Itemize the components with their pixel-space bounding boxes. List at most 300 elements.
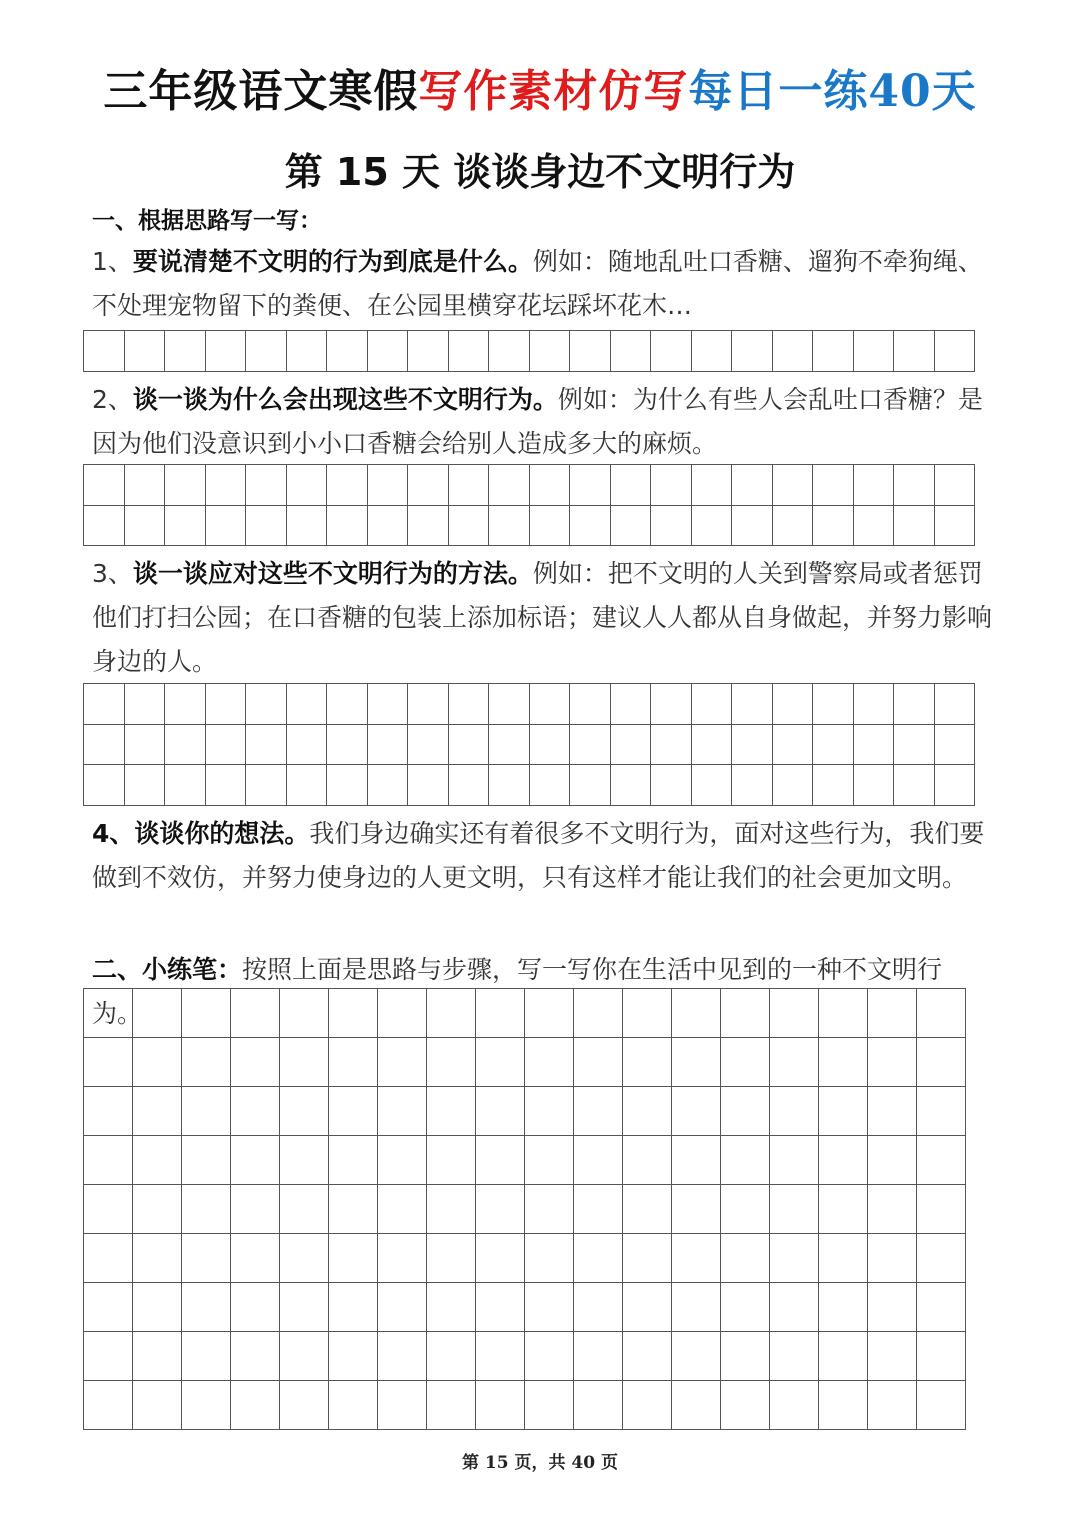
grid-cell[interactable] [868,1381,917,1430]
grid-cell[interactable] [489,765,530,806]
grid-cell[interactable] [182,1185,231,1234]
grid-cell[interactable] [427,1332,476,1381]
grid-cell[interactable] [182,1136,231,1185]
grid-cell[interactable] [427,1283,476,1332]
grid-cell[interactable] [574,1185,623,1234]
grid-cell[interactable] [651,331,692,372]
grid-cell[interactable] [721,1087,770,1136]
grid-cell[interactable] [934,465,975,506]
grid-cell[interactable] [124,331,165,372]
grid-cell[interactable] [651,765,692,806]
grid-cell[interactable] [610,724,651,765]
grid-cell[interactable] [165,505,206,546]
grid-cell[interactable] [205,724,246,765]
grid-cell[interactable] [894,505,935,546]
grid-cell[interactable] [182,1087,231,1136]
grid-cell[interactable] [246,331,287,372]
practice-writing-grid[interactable] [83,988,966,1430]
grid-cell[interactable] [280,1381,329,1430]
grid-cell[interactable] [623,989,672,1038]
grid-cell[interactable] [280,1185,329,1234]
grid-cell[interactable] [165,465,206,506]
grid-cell[interactable] [205,465,246,506]
grid-cell[interactable] [868,1087,917,1136]
grid-cell[interactable] [570,724,611,765]
grid-cell[interactable] [813,765,854,806]
grid-cell[interactable] [286,684,327,725]
grid-cell[interactable] [133,1234,182,1283]
grid-cell[interactable] [231,989,280,1038]
grid-cell[interactable] [917,1038,966,1087]
grid-cell[interactable] [124,684,165,725]
grid-cell[interactable] [329,1185,378,1234]
grid-cell[interactable] [732,331,773,372]
grid-cell[interactable] [813,465,854,506]
grid-cell[interactable] [732,684,773,725]
grid-cell[interactable] [427,1185,476,1234]
grid-cell[interactable] [84,684,125,725]
grid-cell[interactable] [672,1332,721,1381]
grid-cell[interactable] [529,765,570,806]
grid-cell[interactable] [124,765,165,806]
grid-cell[interactable] [732,765,773,806]
grid-cell[interactable] [934,505,975,546]
grid-cell[interactable] [84,1381,133,1430]
grid-cell[interactable] [448,331,489,372]
grid-cell[interactable] [529,684,570,725]
grid-cell[interactable] [574,1087,623,1136]
grid-cell[interactable] [327,765,368,806]
grid-cell[interactable] [246,684,287,725]
grid-cell[interactable] [623,1136,672,1185]
grid-cell[interactable] [182,989,231,1038]
grid-cell[interactable] [691,465,732,506]
grid-cell[interactable] [231,1038,280,1087]
grid-cell[interactable] [327,724,368,765]
grid-cell[interactable] [853,724,894,765]
grid-cell[interactable] [672,1038,721,1087]
grid-cell[interactable] [894,765,935,806]
grid-cell[interactable] [813,505,854,546]
grid-cell[interactable] [280,1136,329,1185]
grid-cell[interactable] [770,1234,819,1283]
grid-cell[interactable] [205,765,246,806]
grid-cell[interactable] [165,724,206,765]
grid-cell[interactable] [672,1185,721,1234]
grid-cell[interactable] [427,1136,476,1185]
grid-cell[interactable] [427,1381,476,1430]
grid-cell[interactable] [934,684,975,725]
grid-cell[interactable] [133,989,182,1038]
grid-cell[interactable] [489,331,530,372]
grid-cell[interactable] [378,1234,427,1283]
grid-cell[interactable] [525,1234,574,1283]
grid-cell[interactable] [525,989,574,1038]
grid-cell[interactable] [329,1087,378,1136]
grid-cell[interactable] [329,1332,378,1381]
grid-cell[interactable] [408,505,449,546]
grid-cell[interactable] [934,331,975,372]
grid-cell[interactable] [570,331,611,372]
grid-cell[interactable] [327,465,368,506]
grid-cell[interactable] [84,505,125,546]
grid-cell[interactable] [770,989,819,1038]
grid-cell[interactable] [672,1381,721,1430]
grid-cell[interactable] [489,505,530,546]
item-3-writing-grid[interactable] [83,683,975,806]
grid-cell[interactable] [623,1332,672,1381]
grid-cell[interactable] [525,1136,574,1185]
grid-cell[interactable] [84,1038,133,1087]
grid-cell[interactable] [525,1087,574,1136]
grid-cell[interactable] [772,765,813,806]
grid-cell[interactable] [610,465,651,506]
grid-cell[interactable] [732,724,773,765]
grid-cell[interactable] [623,1283,672,1332]
grid-cell[interactable] [427,1038,476,1087]
grid-cell[interactable] [280,1087,329,1136]
grid-cell[interactable] [367,765,408,806]
grid-cell[interactable] [672,1234,721,1283]
grid-cell[interactable] [732,505,773,546]
grid-cell[interactable] [408,684,449,725]
grid-cell[interactable] [84,765,125,806]
grid-cell[interactable] [476,1381,525,1430]
grid-cell[interactable] [205,684,246,725]
grid-cell[interactable] [651,505,692,546]
grid-cell[interactable] [378,1185,427,1234]
grid-cell[interactable] [124,505,165,546]
grid-cell[interactable] [286,724,327,765]
grid-cell[interactable] [476,1136,525,1185]
grid-cell[interactable] [329,1381,378,1430]
grid-cell[interactable] [378,1332,427,1381]
grid-cell[interactable] [772,465,813,506]
grid-cell[interactable] [231,1332,280,1381]
grid-cell[interactable] [182,1381,231,1430]
grid-cell[interactable] [819,989,868,1038]
grid-cell[interactable] [476,1234,525,1283]
grid-cell[interactable] [367,684,408,725]
grid-cell[interactable] [84,989,133,1038]
grid-cell[interactable] [367,505,408,546]
grid-cell[interactable] [525,1332,574,1381]
grid-cell[interactable] [672,1087,721,1136]
grid-cell[interactable] [231,1185,280,1234]
grid-cell[interactable] [329,1283,378,1332]
grid-cell[interactable] [378,1087,427,1136]
item-1-writing-grid[interactable] [83,330,975,372]
grid-cell[interactable] [894,331,935,372]
grid-cell[interactable] [529,724,570,765]
grid-cell[interactable] [853,465,894,506]
grid-cell[interactable] [182,1332,231,1381]
grid-cell[interactable] [231,1234,280,1283]
grid-cell[interactable] [770,1038,819,1087]
grid-cell[interactable] [770,1185,819,1234]
grid-cell[interactable] [721,1038,770,1087]
grid-cell[interactable] [525,1185,574,1234]
grid-cell[interactable] [280,989,329,1038]
grid-cell[interactable] [672,989,721,1038]
grid-cell[interactable] [623,1038,672,1087]
grid-cell[interactable] [529,331,570,372]
grid-cell[interactable] [231,1381,280,1430]
grid-cell[interactable] [691,684,732,725]
grid-cell[interactable] [868,989,917,1038]
grid-cell[interactable] [367,331,408,372]
grid-cell[interactable] [917,1283,966,1332]
grid-cell[interactable] [476,1038,525,1087]
grid-cell[interactable] [917,1381,966,1430]
grid-cell[interactable] [721,989,770,1038]
grid-cell[interactable] [329,1038,378,1087]
grid-cell[interactable] [246,724,287,765]
grid-cell[interactable] [246,505,287,546]
grid-cell[interactable] [327,331,368,372]
grid-cell[interactable] [770,1381,819,1430]
grid-cell[interactable] [280,1038,329,1087]
grid-cell[interactable] [286,765,327,806]
grid-cell[interactable] [868,1185,917,1234]
grid-cell[interactable] [133,1283,182,1332]
grid-cell[interactable] [408,465,449,506]
grid-cell[interactable] [917,1087,966,1136]
grid-cell[interactable] [868,1332,917,1381]
grid-cell[interactable] [489,684,530,725]
grid-cell[interactable] [525,1381,574,1430]
grid-cell[interactable] [623,1381,672,1430]
grid-cell[interactable] [448,724,489,765]
grid-cell[interactable] [651,724,692,765]
grid-cell[interactable] [772,684,813,725]
grid-cell[interactable] [672,1283,721,1332]
grid-cell[interactable] [378,989,427,1038]
grid-cell[interactable] [529,465,570,506]
grid-cell[interactable] [772,331,813,372]
grid-cell[interactable] [280,1234,329,1283]
grid-cell[interactable] [610,684,651,725]
grid-cell[interactable] [525,1283,574,1332]
grid-cell[interactable] [819,1332,868,1381]
grid-cell[interactable] [732,465,773,506]
grid-cell[interactable] [691,331,732,372]
grid-cell[interactable] [231,1283,280,1332]
grid-cell[interactable] [329,989,378,1038]
grid-cell[interactable] [691,765,732,806]
grid-cell[interactable] [427,1234,476,1283]
grid-cell[interactable] [133,1136,182,1185]
grid-cell[interactable] [770,1283,819,1332]
grid-cell[interactable] [819,1234,868,1283]
grid-cell[interactable] [367,465,408,506]
grid-cell[interactable] [819,1283,868,1332]
grid-cell[interactable] [721,1332,770,1381]
grid-cell[interactable] [133,1381,182,1430]
grid-cell[interactable] [286,331,327,372]
grid-cell[interactable] [651,684,692,725]
grid-cell[interactable] [280,1283,329,1332]
grid-cell[interactable] [819,1087,868,1136]
grid-cell[interactable] [84,1234,133,1283]
grid-row [84,1185,966,1234]
grid-cell[interactable] [329,1136,378,1185]
grid-cell[interactable] [246,465,287,506]
grid-cell[interactable] [84,465,125,506]
grid-cell[interactable] [868,1234,917,1283]
grid-cell[interactable] [408,765,449,806]
grid-cell[interactable] [529,505,570,546]
grid-cell[interactable] [367,724,408,765]
grid-cell[interactable] [448,465,489,506]
grid-cell[interactable] [853,505,894,546]
grid-cell[interactable] [813,724,854,765]
grid-cell[interactable] [476,989,525,1038]
grid-cell[interactable] [84,1136,133,1185]
grid-cell[interactable] [721,1136,770,1185]
grid-cell[interactable] [84,1332,133,1381]
grid-cell[interactable] [574,1381,623,1430]
grid-cell[interactable] [623,1185,672,1234]
grid-cell[interactable] [286,465,327,506]
grid-cell[interactable] [672,1136,721,1185]
grid-cell[interactable] [868,1038,917,1087]
grid-cell[interactable] [427,1087,476,1136]
grid-cell[interactable] [610,505,651,546]
grid-cell[interactable] [894,465,935,506]
grid-row [84,1381,966,1430]
grid-cell[interactable] [819,1038,868,1087]
grid-cell[interactable] [721,1234,770,1283]
grid-cell[interactable] [894,724,935,765]
grid-cell[interactable] [574,1038,623,1087]
grid-cell[interactable] [182,1234,231,1283]
grid-cell[interactable] [813,331,854,372]
grid-cell[interactable] [574,1332,623,1381]
grid-cell[interactable] [772,505,813,546]
grid-cell[interactable] [448,505,489,546]
grid-cell[interactable] [574,1234,623,1283]
grid-cell[interactable] [231,1136,280,1185]
grid-cell[interactable] [427,989,476,1038]
grid-cell[interactable] [133,1332,182,1381]
item-2-writing-grid[interactable] [83,464,975,546]
grid-cell[interactable] [205,505,246,546]
grid-cell[interactable] [489,724,530,765]
grid-cell[interactable] [610,765,651,806]
grid-cell[interactable] [570,765,611,806]
grid-cell[interactable] [868,1136,917,1185]
grid-cell[interactable] [448,684,489,725]
grid-cell[interactable] [813,684,854,725]
grid-cell[interactable] [917,1185,966,1234]
grid-cell[interactable] [853,684,894,725]
grid-cell[interactable] [378,1381,427,1430]
grid-cell[interactable] [133,1038,182,1087]
grid-cell[interactable] [570,465,611,506]
grid-cell[interactable] [819,1381,868,1430]
grid-cell[interactable] [476,1087,525,1136]
grid-cell[interactable] [124,465,165,506]
grid-cell[interactable] [770,1332,819,1381]
grid-cell[interactable] [408,724,449,765]
grid-cell[interactable] [894,684,935,725]
grid-cell[interactable] [574,989,623,1038]
grid-cell[interactable] [165,765,206,806]
grid-cell[interactable] [231,1087,280,1136]
grid-cell[interactable] [570,684,611,725]
grid-cell[interactable] [917,989,966,1038]
grid-cell[interactable] [691,724,732,765]
grid-cell[interactable] [327,505,368,546]
grid-cell[interactable] [651,465,692,506]
grid-cell[interactable] [84,331,125,372]
grid-cell[interactable] [476,1332,525,1381]
grid-cell[interactable] [124,724,165,765]
grid-cell[interactable] [378,1038,427,1087]
grid-cell[interactable] [165,331,206,372]
grid-cell[interactable] [574,1136,623,1185]
grid-cell[interactable] [205,331,246,372]
grid-cell[interactable] [721,1381,770,1430]
grid-cell[interactable] [246,765,287,806]
grid-cell[interactable] [84,1087,133,1136]
grid-cell[interactable] [84,1283,133,1332]
grid-cell[interactable] [525,1038,574,1087]
grid-cell[interactable] [770,1087,819,1136]
grid-cell[interactable] [378,1136,427,1185]
grid-cell[interactable] [772,724,813,765]
grid-cell[interactable] [489,465,530,506]
grid-cell[interactable] [286,505,327,546]
grid-cell[interactable] [610,331,651,372]
grid-cell[interactable] [917,1332,966,1381]
grid-cell[interactable] [721,1185,770,1234]
grid-cell[interactable] [165,684,206,725]
grid-cell[interactable] [182,1038,231,1087]
grid-cell[interactable] [623,1234,672,1283]
grid-cell[interactable] [476,1283,525,1332]
grid-cell[interactable] [182,1283,231,1332]
grid-cell[interactable] [378,1283,427,1332]
grid-cell[interactable] [570,505,611,546]
grid-cell[interactable] [934,724,975,765]
grid-cell[interactable] [574,1283,623,1332]
grid-cell[interactable] [819,1136,868,1185]
grid-cell[interactable] [917,1136,966,1185]
grid-cell[interactable] [868,1283,917,1332]
grid-cell[interactable] [329,1234,378,1283]
grid-cell[interactable] [476,1185,525,1234]
grid-cell[interactable] [133,1185,182,1234]
grid-cell[interactable] [327,684,368,725]
grid-cell[interactable] [853,331,894,372]
grid-cell[interactable] [934,765,975,806]
grid-cell[interactable] [721,1283,770,1332]
grid-cell[interactable] [84,724,125,765]
grid-cell[interactable] [770,1136,819,1185]
grid-cell[interactable] [84,1185,133,1234]
grid-cell[interactable] [917,1234,966,1283]
grid-cell[interactable] [691,505,732,546]
grid-cell[interactable] [623,1087,672,1136]
grid-cell[interactable] [853,765,894,806]
grid-cell[interactable] [133,1087,182,1136]
grid-cell[interactable] [819,1185,868,1234]
grid-cell[interactable] [448,765,489,806]
grid-cell[interactable] [280,1332,329,1381]
grid-cell[interactable] [408,331,449,372]
